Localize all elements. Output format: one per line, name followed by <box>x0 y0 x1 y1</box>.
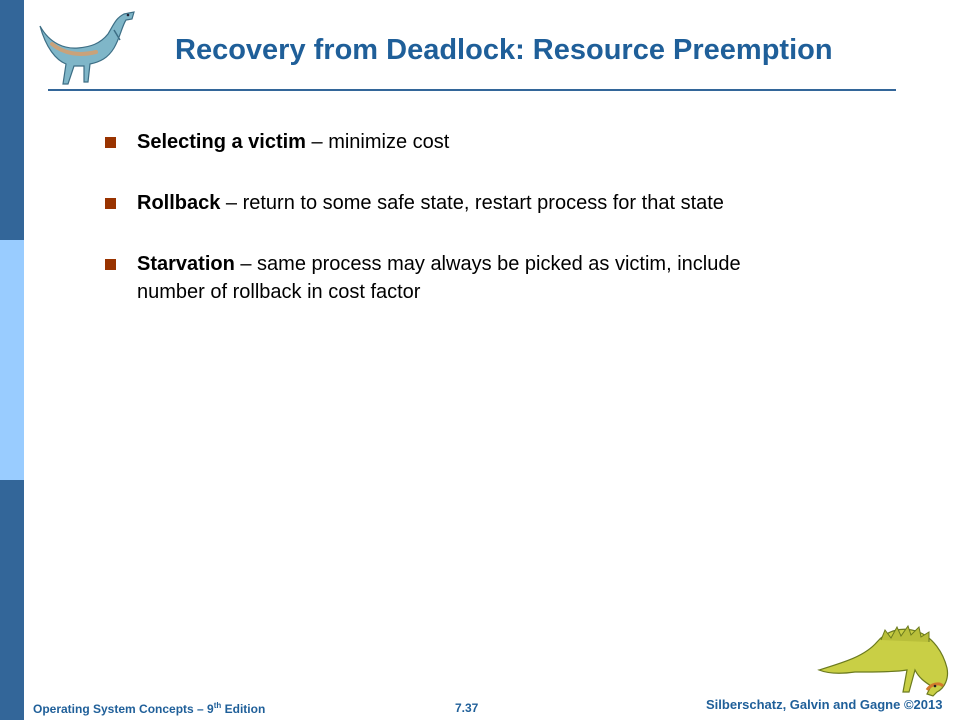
bullet-item-rollback <box>105 189 805 217</box>
footer-copyright: Silberschatz, Galvin and Gagne ©2013 <box>706 697 943 712</box>
title-divider <box>48 89 896 91</box>
bullet-text: – minimize cost <box>305 131 450 153</box>
dinosaur-icon <box>815 612 957 700</box>
bullet-term: Selecting a victim <box>137 131 306 153</box>
bullet-text: – return to some safe state, restart process for that state <box>220 192 724 214</box>
bullet-square-icon <box>105 259 116 270</box>
bullet-text: – same process may always be picked as victim, include number of rollback in cost factor <box>137 253 741 303</box>
footer-book-title <box>33 701 265 716</box>
bullet-square-icon <box>105 198 116 209</box>
dinosaur-icon <box>30 4 148 90</box>
bullet-item-selecting-victim <box>105 128 805 156</box>
bullet-item-starvation <box>105 250 805 306</box>
footer-book-suffix: Edition <box>221 702 266 716</box>
sidebar-segment-middle <box>0 240 24 480</box>
slide-title: Recovery from Deadlock: Resource Preemption <box>175 34 833 66</box>
bullet-square-icon <box>105 137 116 148</box>
bullet-term: Rollback <box>137 192 221 214</box>
footer-book-prefix: Operating System Concepts – 9 <box>33 702 214 716</box>
bullet-list <box>105 128 805 306</box>
page-number: 7.37 <box>455 701 479 715</box>
sidebar-segment-top <box>0 0 24 240</box>
left-sidebar-band <box>0 0 24 720</box>
sidebar-segment-bottom <box>0 480 24 720</box>
footer-book-superscript: th <box>213 701 222 710</box>
bullet-term: Starvation <box>137 253 235 275</box>
